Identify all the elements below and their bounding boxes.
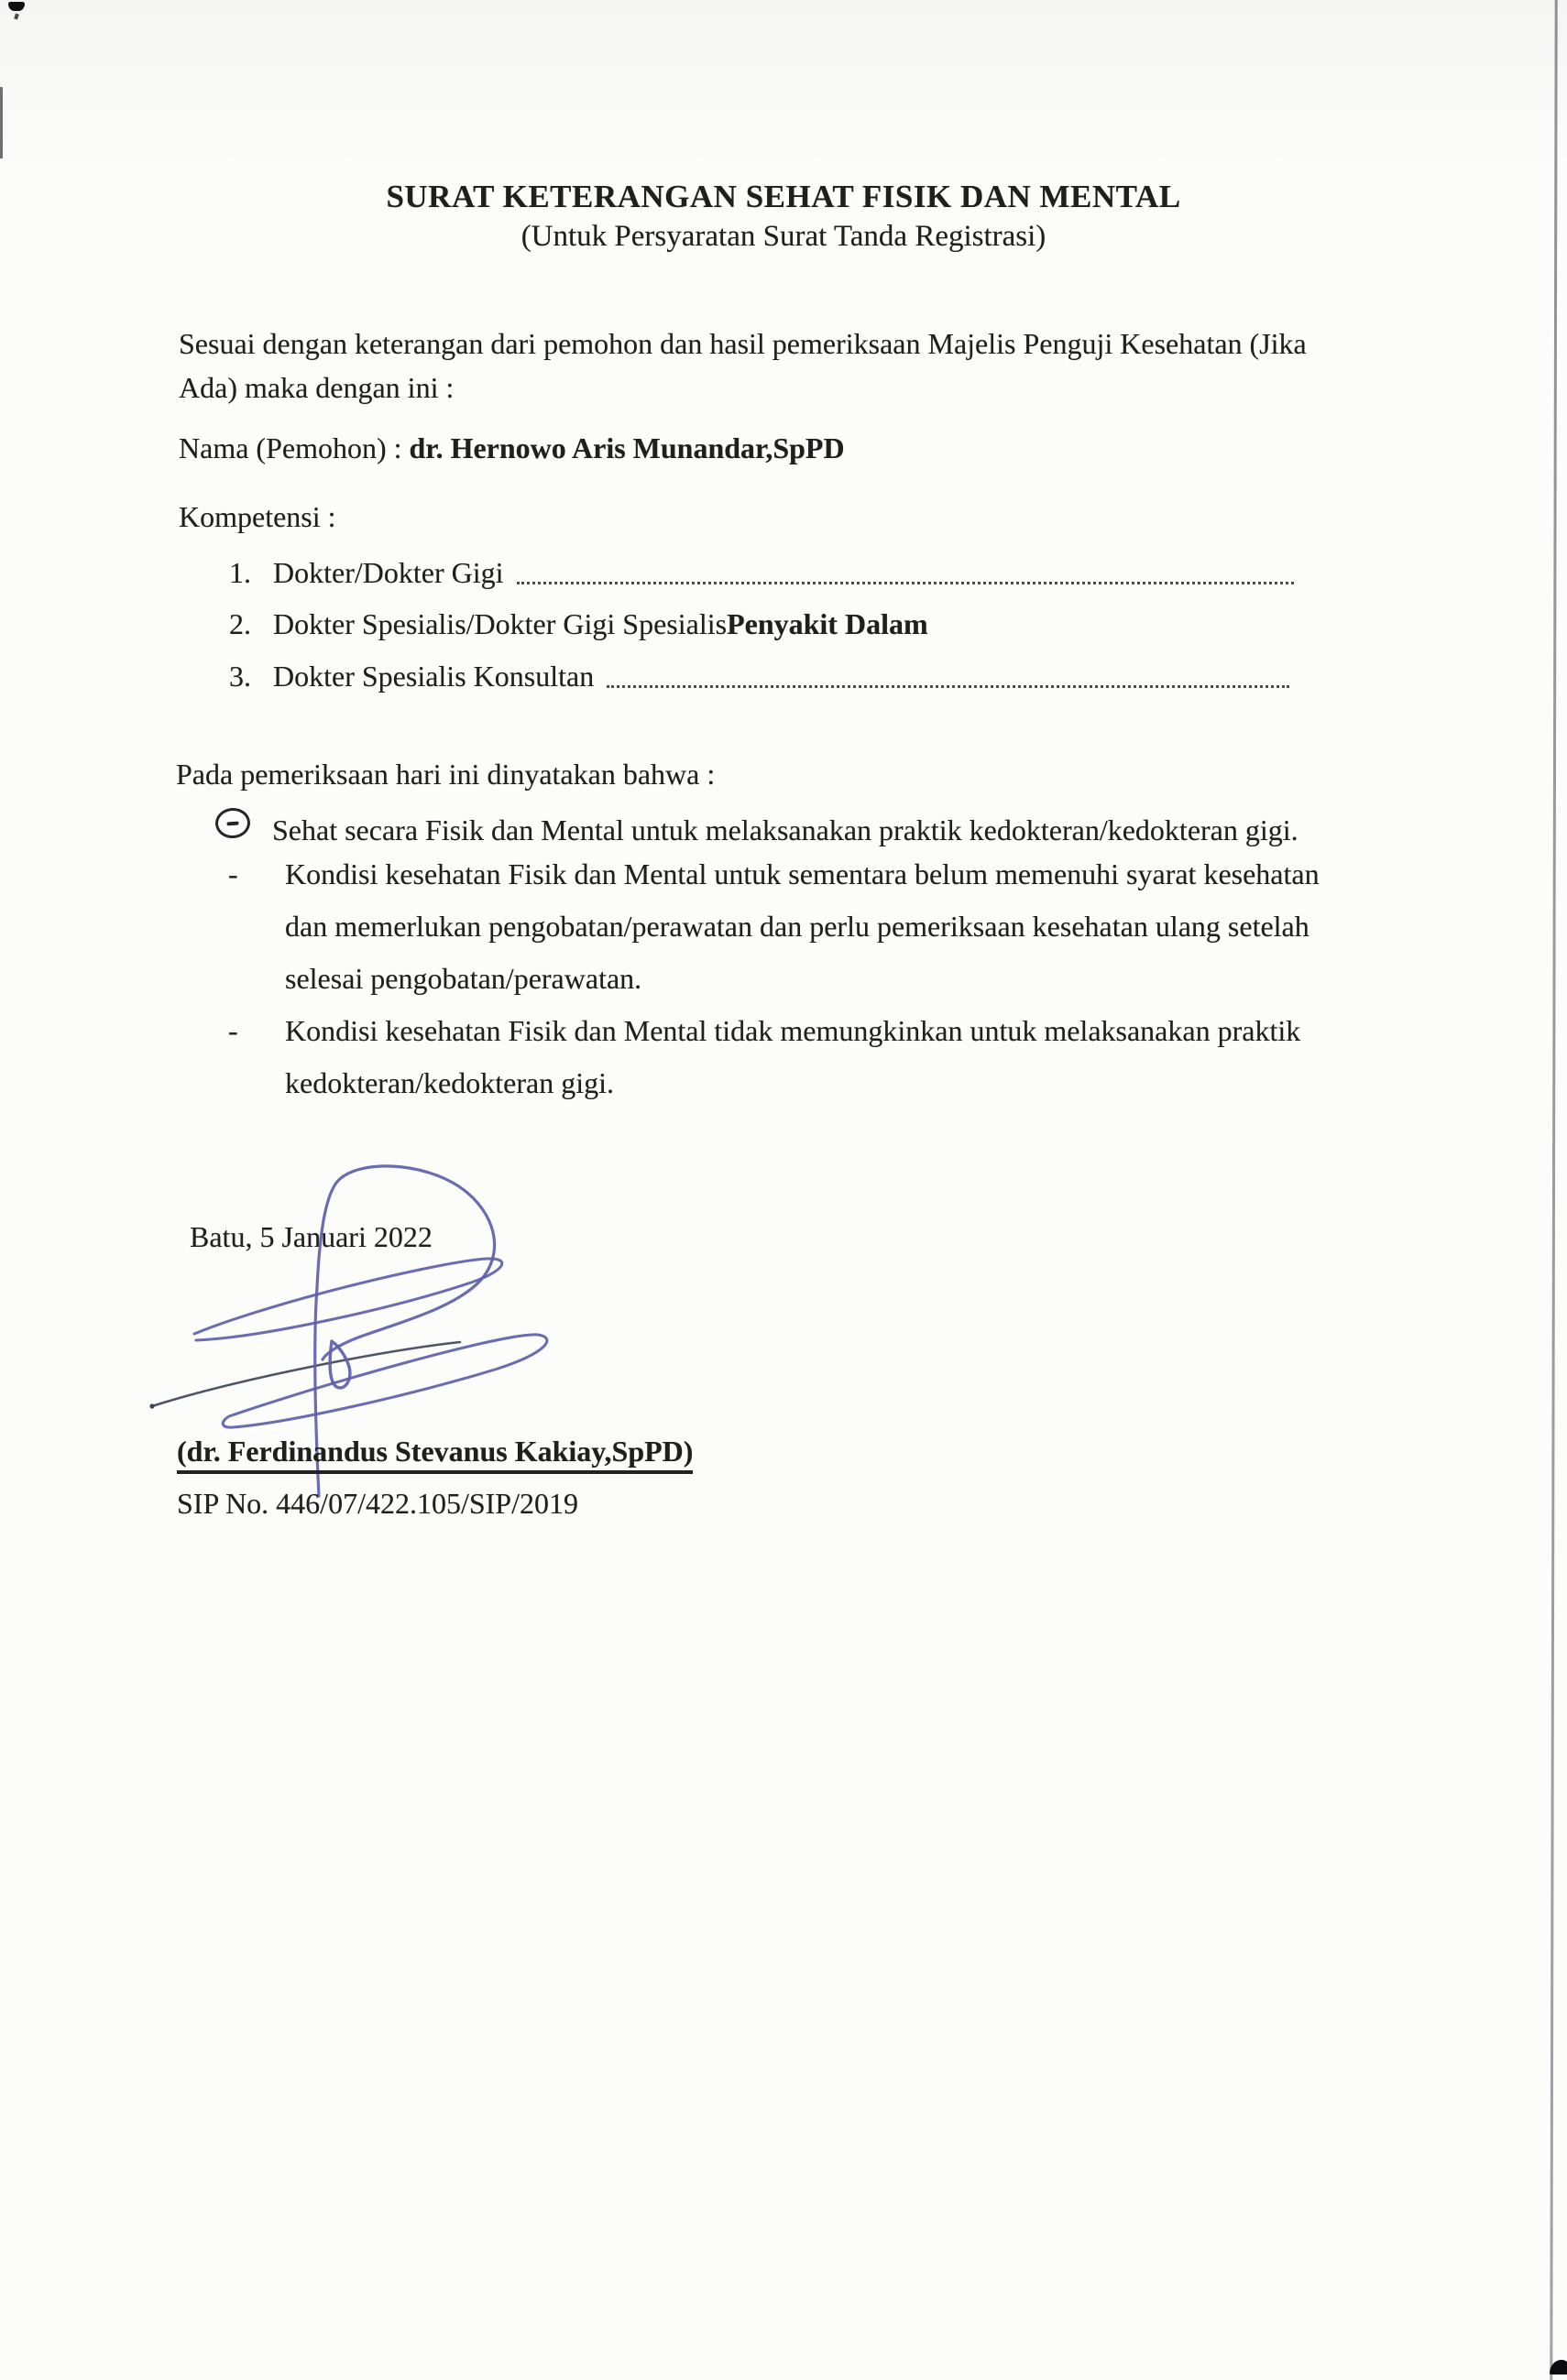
option-text-line: kedokteran/kedokteran gigi.	[285, 1066, 614, 1099]
intro-line-1: Sesuai dengan keterangan dari pemohon dan hasil pemeriksaan Majelis Penguji Kesehatan (Jika	[179, 327, 1307, 360]
selected-option-marker	[215, 804, 272, 846]
competence-item-1	[229, 554, 1294, 591]
option-text-line: dan memerlukan pengobatan/perawatan dan perlu pemeriksaan kesehatan ulang setelah	[285, 910, 1309, 943]
examination-option-2	[215, 848, 1420, 1005]
scan-artifact-top-left	[8, 2, 25, 11]
sip-number: SIP No. 446/07/422.105/SIP/2019	[177, 1487, 578, 1520]
applicant-name: dr. Hernowo Aris Munandar,SpPD	[409, 431, 845, 464]
dotted-leader-line	[517, 554, 1295, 591]
item-number: 2.	[229, 607, 251, 640]
dash-marker: -	[228, 1014, 238, 1047]
competence-item-2	[229, 606, 1294, 642]
document-subtitle: (Untuk Persyaratan Surat Tanda Registrasi)	[521, 220, 1046, 253]
option-text-line: Kondisi kesehatan Fisik dan Mental tidak memungkinkan untuk melaksanakan praktik	[285, 1014, 1301, 1047]
applicant-label: Nama (Pemohon) :	[179, 431, 410, 464]
option-text: Sehat secara Fisik dan Mental untuk melaksanakan praktik kedokteran/kedokteran gigi.	[272, 813, 1299, 846]
item-number: 1.	[229, 556, 251, 589]
competence-heading: Kompetensi :	[179, 500, 336, 533]
dash-marker: -	[228, 857, 238, 890]
place-date: Batu, 5 Januari 2022	[190, 1220, 433, 1253]
option-text-line: selesai pengobatan/perawatan.	[285, 962, 642, 995]
scan-artifact-left-edge	[0, 87, 3, 158]
circled-dash-icon	[214, 807, 251, 840]
signer-name: (dr. Ferdinandus Stevanus Kakiay,SpPD)	[177, 1435, 693, 1474]
page-edge-line	[1550, 0, 1557, 2380]
intro-paragraph	[179, 322, 1402, 409]
intro-line-2: Ada) maka dengan ini :	[179, 371, 455, 404]
examination-heading: Pada pemeriksaan hari ini dinyatakan bahwa :	[176, 758, 716, 791]
item-label: Dokter/Dokter Gigi	[273, 556, 504, 589]
option-text-line: Kondisi kesehatan Fisik dan Mental untuk sementara belum memenuhi syarat kesehatan	[285, 857, 1320, 890]
signer-name-row	[177, 1433, 693, 1469]
document-title: SURAT KETERANGAN SEHAT FISIK DAN MENTAL	[386, 179, 1181, 214]
item-number: 3.	[229, 660, 251, 693]
competence-item-3	[229, 658, 1294, 694]
item-label-bold: Penyakit Dalam	[727, 607, 928, 640]
dotted-leader-line	[607, 658, 1289, 694]
applicant-row	[179, 430, 845, 466]
scan-artifact-top-left-dot	[14, 14, 19, 20]
item-label: Dokter Spesialis Konsultan	[273, 660, 595, 693]
item-label: Dokter Spesialis/Dokter Gigi Spesialis	[273, 607, 728, 640]
examination-option-3	[215, 1005, 1420, 1109]
